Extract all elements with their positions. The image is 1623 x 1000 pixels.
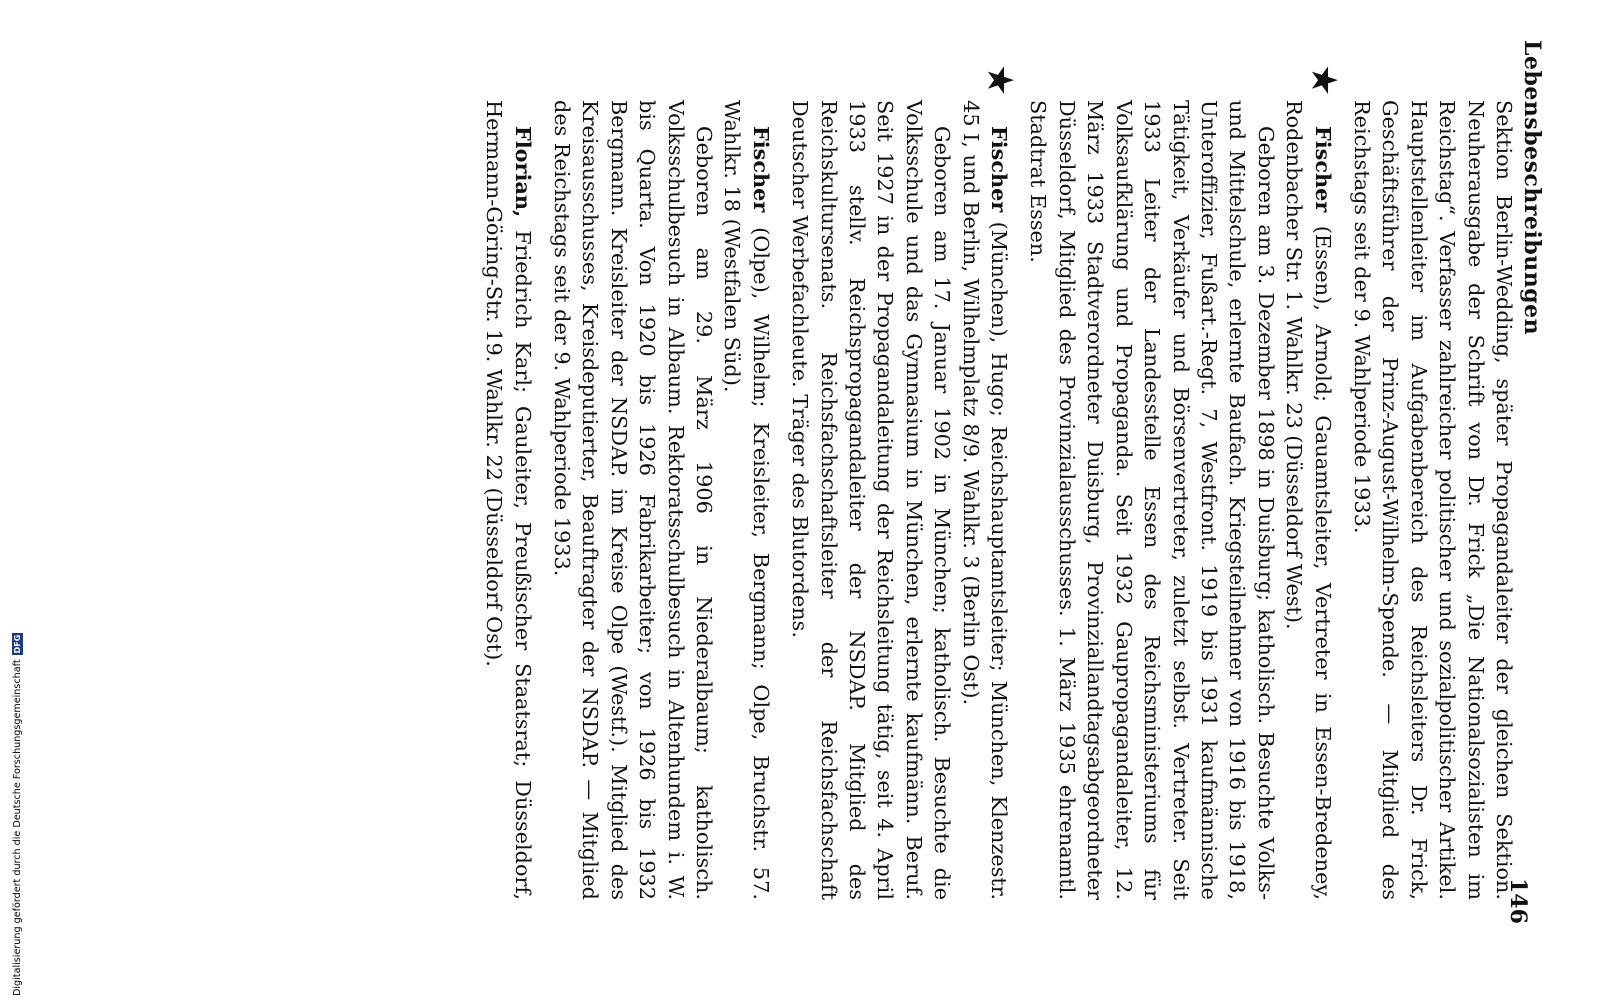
credit-text: Digitalisierung gefördert durch die Deutsche Forschungsgemeinschaft [12,659,23,996]
star-icon: ★ [979,64,1021,97]
entry-body: Geboren am 17. Januar 1902 in München; katholisch. Besuchte die Volksschule und das Gymnasium in München, erlernte kaufmänn. Beruf. Seit 1927 in der Propagandaleitung der Reichsleitung tätig, seit 4. April 1933 stellv. Reichspropagandaleiter der NSDAP. Mitglied des Reichskultursenats. Reichsfachschaftsleiter der Reichsfachschaft Deutscher Werbefachleute. Träger des Blutordens. [788,100,955,900]
dfg-logo: DFG [13,634,22,654]
entry-name: Florian, [510,126,536,218]
entry-name: Fischer [1310,126,1336,213]
entry-header [480,100,537,900]
entry-fischer-olpe [548,100,775,900]
entry-fischer-muenchen [786,64,1021,900]
intro-paragraph: Sektion Berlin-Wedding, später Propagandaleiter der gleichen Sektion. Neuherausgabe der Schrift von Dr. Frick „Die Nationalsozialisten im Reichstag“. Verfasser zahlreicher politischer und sozialpolitischer Artikel. Hauptstellenleiter im Aufgabenbereich des Reichsleiters Dr. Frick, Geschäftsführer der Prinz-August-Wilhelm-Spende. — Mitglied des Reichstags seit der 9. Wahlperiode 1933. [1349,100,1516,900]
entry-florian [480,100,537,900]
entry-fischer-essen [1024,64,1344,900]
text-column [480,64,1518,900]
entry-header [956,100,1013,900]
running-head: Lebensbeschreibungen [1519,40,1545,336]
entry-header-text: Friedrich Karl; Gauleiter, Preußischer Staatsrat; Düsseldorf, Hermann-Göring-Str. 19. Wahlkr. 22 (Düsseldorf Ost). [482,100,535,900]
entry-name: Fischer [748,126,774,213]
entry-header-text: (Olpe), Wilhelm; Kreisleiter, Bergmann; Olpe, Bruchstr. 57. Wahlkr. 18 (Westfalen Süd). [720,100,773,900]
digitization-credit [12,633,23,996]
entry-body: Geboren am 29. März 1906 in Niederalbaum; katholisch. Volksschulbesuch in Albaum. Rektoratsschulbesuch in Altenhundem i. W. bis Quarta. Von 1920 bis 1926 Fabrikarbeiter; von 1926 bis 1932 Bergmann. Kreisleiter der NSDAP. im Kreise Olpe (Westf.). Mitglied des Kreisausschusses, Kreisdeputierter, Beauftragter der NSDAP. — Mitglied des Reichstags seit der 9. Wahlperiode 1933. [550,100,717,900]
star-icon: ★ [1302,64,1344,97]
entry-header [718,100,775,900]
entry-name: Fischer [987,126,1013,213]
entry-header-text: (Essen), Arnold; Gauamtsleiter, Vertreter in Essen-Bredeney, Rodenbacher Str. 1. Wahlkr. 23 (Düsseldorf West). [1282,100,1335,900]
entry-body: Geboren am 3. Dezember 1898 in Duisburg; katholisch. Besuchte Volks- und Mittelschule, erlernte Baufach. Kriegsteilnehmer von 1916 bis 1918, Unteroffizier, Fußart.-Regt. 7, Westfront. 1919 bis 1931 kaufmännische Tätigkeit, Verkäufer und Börsenvertreter, zuletzt selbst. Vertreter. Seit 1933 Leiter der Landesstelle Essen des Reichsministeriums für Volksaufklärung und Propaganda. Seit 1932 Gaupropagandaleiter, 12. März 1933 Stadtverordneter Duisburg, Provinziallandtagsabgeordneter Düsseldorf, Mitglied des Provinzialausschusses. 1. März 1935 ehrenamtl. Stadtrat Essen. [1026,100,1278,900]
entry-header-text: (München), Hugo; Reichshauptamtsleiter; München, Klenzestr. 45 I, und Berlin, Wilhelmplatz 8/9. Wahlkr. 3 (Berlin Ost). [958,100,1012,900]
entry-header [1280,100,1337,900]
page-number: 146 [1505,878,1531,924]
